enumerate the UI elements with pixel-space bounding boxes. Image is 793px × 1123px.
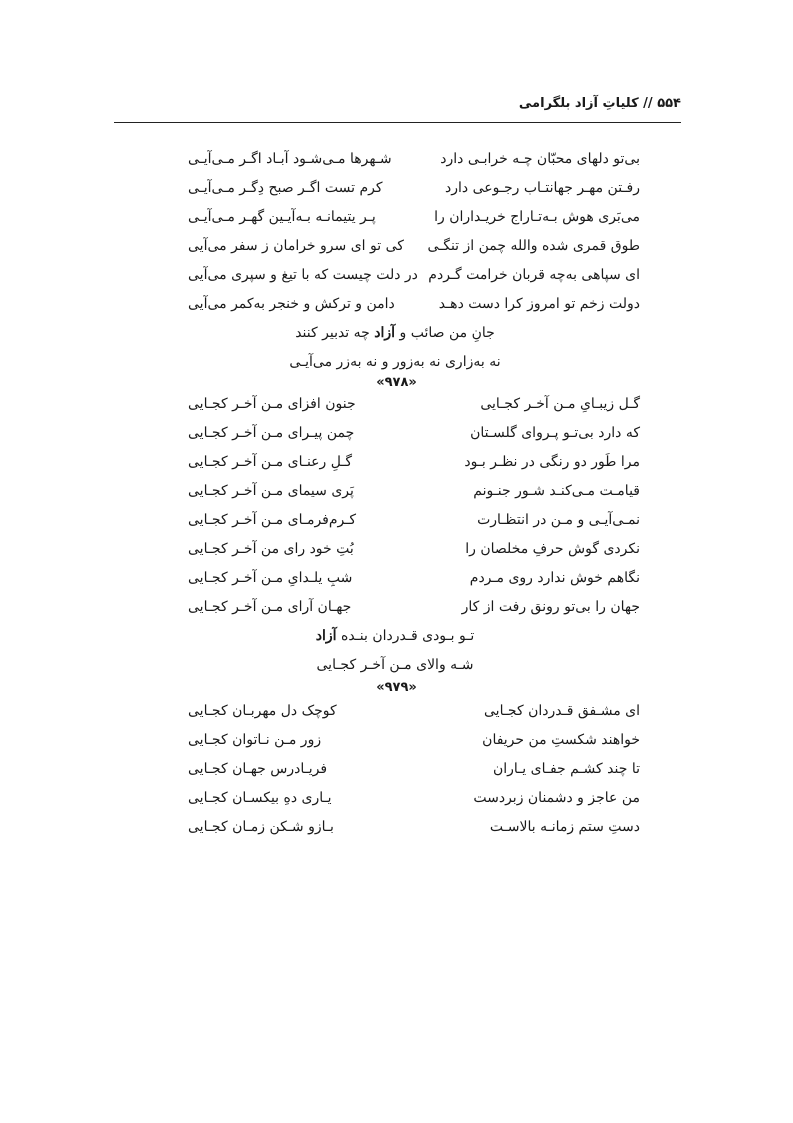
hemistich-second: پـر یتیمانـه بـه‌آیـین گهـر مـی‌آیـی [188, 209, 376, 225]
ghazal-number: «۹۷۸» [376, 375, 417, 390]
hemistich-second: کوچک دل مهربـان کجـایی [188, 703, 337, 719]
closing-text: چه تدبیر کنند [295, 325, 375, 341]
page-header [114, 94, 681, 123]
hemistich-first: بی‌تو دلهای محبّان چـه خرابـی دارد [440, 151, 640, 167]
verse [150, 697, 640, 726]
hemistich-first: قیامـت مـی‌کنـد شـور جنـونم [473, 483, 640, 499]
hemistich-first: تا چند کشـم جفـای یـاران [492, 761, 640, 777]
hemistich-second: گـلِ رعنـای مـن آخـر کجـایی [188, 454, 353, 470]
ghazal-979 [150, 697, 640, 842]
hemistich-first: من عاجز و دشمنان زبردست [473, 790, 640, 806]
closing-verse-line-2: شـه والای مـن آخـر کجـایی [316, 657, 474, 673]
hemistich-second: در دلت چیست که با تیغ و سپری می‌آیی [188, 267, 418, 283]
hemistich-first: نگاهم خوش ندارد روی مـردم [469, 570, 640, 586]
hemistich-first: می‌بَری هوش بـه‌تـاراج خریـداران را [434, 209, 640, 225]
verse [150, 593, 640, 622]
verse [150, 174, 640, 203]
hemistich-second: فریـادرس جهـان کجـایی [188, 761, 328, 777]
verse [150, 506, 640, 535]
hemistich-first: دولت زخم تو امروز کرا دست دهـد [438, 296, 640, 312]
verse [150, 261, 640, 290]
ghazal-978 [150, 390, 640, 680]
hemistich-second: شـهرها مـی‌شـود آبـاد اگـر مـی‌آیـی [188, 151, 392, 167]
verse [150, 564, 640, 593]
ghazal-number: «۹۷۹» [376, 680, 417, 695]
hemistich-second: کی تو ای سرو خرامان ز سفر می‌آیی [188, 238, 404, 254]
hemistich-second: جنون افزای مـن آخـر کجـایی [188, 396, 356, 412]
verse [150, 755, 640, 784]
closing-text: جانِ من صائب و [395, 325, 495, 341]
verse [150, 203, 640, 232]
verse [150, 390, 640, 419]
hemistich-second: یـاری دهِ بیکسـان کجـایی [188, 790, 332, 806]
hemistich-second: دامن و ترکش و خنجر به‌کمر می‌آیی [188, 296, 395, 312]
hemistich-first: ای سپاهی به‌چه قربان خرامت گـردم [428, 267, 640, 283]
hemistich-second: کرم تست اگـر صبح دِگـر مـی‌آیـی [188, 180, 383, 196]
verse [150, 419, 640, 448]
verse [150, 145, 640, 174]
hemistich-first: گـل زیبـایِ مـن آخـر کجـایی [480, 396, 640, 412]
poet-name: آزاد [374, 325, 396, 341]
hemistich-second: کـرم‌فرمـای مـن آخـر کجـایی [188, 512, 357, 528]
hemistich-first: که دارد بی‌تـو پـروای گلسـتان [470, 425, 640, 441]
hemistich-first: رفـتن مهـر جهانتـاب رجـوعی دارد [445, 180, 640, 196]
ghazal-977-end [150, 145, 640, 377]
hemistich-first: مرا طَور دو رنگی در نظـر بـود [464, 454, 640, 470]
hemistich-first: نمـی‌آیـی و مـن در انتظـارت [477, 512, 640, 528]
hemistich-first: ای مشـفق قـدردان کجـایی [484, 703, 640, 719]
verse [150, 232, 640, 261]
hemistich-first: طوق قمری شده والله چمن از تنگـی [427, 238, 640, 254]
hemistich-second: شبِ یلـدایِ مـن آخـر کجـایی [188, 570, 353, 586]
verse [150, 290, 640, 319]
hemistich-second: بـازو شـکن زمـان کجـایی [188, 819, 334, 835]
hemistich-second: چمن پیـرای مـن آخـر کجـایی [188, 425, 355, 441]
running-head: ۵۵۴ // کلیاتِ آزاد بلگرامی [518, 96, 681, 111]
verse [150, 726, 640, 755]
closing-verse-line-1 [150, 622, 640, 651]
closing-text: تـو بـودی قـدردان بنـده [336, 628, 475, 644]
hemistich-first: خواهند شکستِ من حریفان [482, 732, 640, 748]
verse [150, 813, 640, 842]
hemistich-second: زور مـن نـاتوان کجـایی [188, 732, 322, 748]
hemistich-first: دستِ ستم زمانـه بالاسـت [489, 819, 640, 835]
verse [150, 784, 640, 813]
verse [150, 535, 640, 564]
verse [150, 448, 640, 477]
poet-name: آزاد [315, 628, 337, 644]
hemistich-first: جهان را بی‌تو رونق رفت از کار [461, 599, 640, 615]
closing-verse-line-1 [150, 319, 640, 348]
hemistich-second: بُتِ خود رای من آخـر کجـایی [188, 541, 354, 557]
hemistich-first: نکردی گوش حرفِ مخلصان را [465, 541, 640, 557]
closing-verse-line-2: نه به‌زاری نه به‌زور و نه به‌زر می‌آیـی [289, 354, 501, 370]
verse [150, 477, 640, 506]
hemistich-second: پَری سیمای مـن آخـر کجـایی [188, 483, 354, 499]
hemistich-second: جهـان آرای مـن آخـر کجـایی [188, 599, 352, 615]
